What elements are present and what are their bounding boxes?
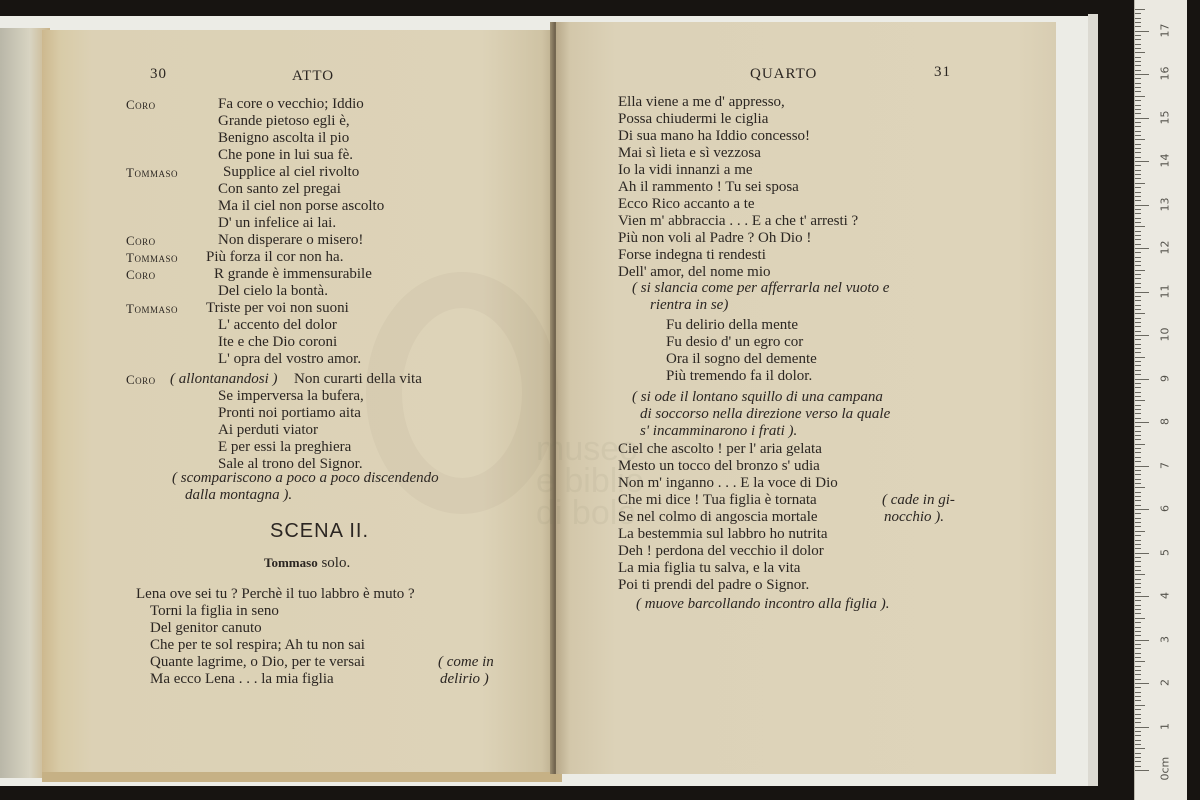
measuring-ruler [1134, 0, 1187, 800]
ruler-tick [1135, 566, 1141, 567]
verse-line: Mai sì lieta e sì vezzosa [618, 145, 761, 161]
verse-line: Che pone in lui sua fè. [218, 147, 353, 163]
ruler-tick [1135, 674, 1141, 675]
ruler-tick [1135, 252, 1141, 253]
verse-line: Benigno ascolta il pio [218, 130, 350, 146]
ruler-tick [1135, 35, 1141, 36]
ruler-tick [1135, 339, 1141, 340]
ruler-tick [1135, 109, 1141, 110]
ruler-tick [1135, 196, 1141, 197]
ruler-number: 16 [1158, 66, 1172, 81]
verse-line: Più non voli al Padre ? Oh Dio ! [618, 230, 812, 246]
board-edge [1088, 14, 1098, 786]
ruler-tick [1135, 605, 1141, 606]
ruler-tick [1135, 727, 1149, 728]
ruler-tick [1135, 466, 1149, 467]
ruler-tick [1135, 74, 1149, 75]
ruler-tick [1135, 161, 1149, 162]
ruler-tick [1135, 126, 1141, 127]
verse-line: Possa chiudermi le ciglia [618, 111, 769, 127]
verse-line: Ai perduti viator [218, 422, 318, 438]
ruler-tick [1135, 383, 1141, 384]
ruler-tick [1135, 435, 1141, 436]
verse-line: Che per te sol respira; Ah tu non sai [150, 637, 365, 653]
ruler-tick [1135, 309, 1141, 310]
ruler-tick [1135, 613, 1141, 614]
verse-line: L' opra del vostro amor. [218, 351, 362, 367]
ruler-tick [1135, 18, 1141, 19]
ruler-tick [1135, 322, 1141, 323]
ruler-tick [1135, 352, 1141, 353]
verse-line: Fu delirio della mente [666, 317, 799, 333]
ruler-tick [1135, 522, 1141, 523]
ruler-tick [1135, 170, 1141, 171]
ruler-tick [1135, 592, 1141, 593]
ruler-tick [1135, 305, 1141, 306]
ruler-tick [1135, 557, 1141, 558]
speaker-name: Coro [126, 233, 156, 248]
ruler-tick [1135, 683, 1149, 684]
ruler-tick [1135, 113, 1141, 114]
right-running-head: QUARTO [750, 66, 818, 82]
verse-line: R grande è immensurabile [214, 266, 372, 282]
ruler-tick [1135, 679, 1141, 680]
ruler-number: 2 [1158, 679, 1172, 686]
ruler-tick [1135, 627, 1141, 628]
left-running-head: ATTO [292, 68, 335, 84]
scene-title: SCENA II. [270, 520, 370, 542]
ruler-tick [1135, 718, 1141, 719]
ruler-tick [1135, 91, 1141, 92]
verse-line: Del genitor canuto [150, 620, 262, 636]
stage-direction-line: ( si ode il lontano squillo di una campana [632, 389, 883, 405]
verse-line: La bestemmia sul labbro ho nutrita [618, 526, 828, 542]
verse-line: Che mi dice ! Tua figlia è tornata [618, 492, 817, 508]
ruler-tick [1135, 192, 1141, 193]
side-direction-line: nocchio ). [884, 509, 944, 525]
ruler-tick [1135, 405, 1141, 406]
ruler-number: 5 [1158, 548, 1172, 556]
ruler-tick [1135, 344, 1141, 345]
verse-line: Grande pietoso egli è, [218, 113, 350, 129]
verse-line: D' un infelice ai lai. [218, 215, 337, 231]
ruler-tick [1135, 57, 1141, 58]
ruler-tick [1135, 479, 1141, 480]
ruler-tick [1135, 540, 1141, 541]
ruler-tick [1135, 205, 1149, 206]
stage-direction-line: di soccorso nella direzione verso la quale [640, 406, 891, 422]
ruler-tick [1135, 470, 1141, 471]
verse-line: Più tremendo fa il dolor. [666, 368, 813, 384]
ruler-tick [1135, 392, 1141, 393]
ruler-tick [1135, 631, 1141, 632]
ruler-tick [1135, 52, 1145, 53]
ruler-tick [1135, 696, 1141, 697]
ruler-tick [1135, 640, 1149, 641]
ruler-tick [1135, 513, 1141, 514]
verse-line: Non m' inganno . . . E la voce di Dio [618, 475, 838, 491]
ruler-tick [1135, 757, 1141, 758]
ruler-tick [1135, 570, 1141, 571]
ruler-tick [1135, 509, 1149, 510]
ruler-tick [1135, 496, 1141, 497]
ruler-tick [1135, 165, 1141, 166]
ruler-tick [1135, 687, 1141, 688]
verse-line: Ma ecco Lena . . . la mia figlia [150, 671, 334, 687]
verse-line: Dell' amor, del nome mio [618, 264, 771, 280]
ruler-number: 9 [1158, 374, 1172, 382]
verse-line: E per essi la preghiera [218, 439, 352, 455]
ruler-tick [1135, 283, 1141, 284]
side-direction-line: delirio ) [440, 671, 489, 687]
watermark-text: e biblio [536, 462, 644, 500]
verse-line: Più forza il cor non ha. [206, 249, 344, 265]
ruler-tick [1135, 670, 1141, 671]
ruler-tick [1135, 244, 1141, 245]
ruler-tick [1135, 735, 1141, 736]
ruler-tick [1135, 635, 1141, 636]
verse-line: Io la vidi innanzi a me [618, 162, 753, 178]
ruler-number: 6 [1158, 505, 1172, 512]
ruler-tick [1135, 261, 1141, 262]
ruler-tick [1135, 222, 1141, 223]
ruler-tick [1135, 535, 1141, 536]
ruler-tick [1135, 648, 1141, 649]
ruler-tick [1135, 183, 1145, 184]
ruler-tick [1135, 218, 1141, 219]
ruler-tick [1135, 448, 1141, 449]
verse-line: Poi ti prendi del padre o Signor. [618, 577, 810, 593]
verse-line: Supplice al ciel rivolto [223, 164, 360, 180]
ruler-tick [1135, 705, 1145, 706]
ruler-tick [1135, 65, 1141, 66]
ruler-number: 13 [1158, 197, 1172, 211]
ruler-tick [1135, 313, 1145, 314]
speaker-name: Tommaso [126, 165, 178, 180]
ruler-tick [1135, 118, 1149, 119]
ruler-tick [1135, 657, 1141, 658]
ruler-tick [1135, 9, 1145, 10]
ruler-tick [1135, 213, 1141, 214]
ruler-number: 14 [1158, 153, 1172, 168]
ruler-tick [1135, 200, 1141, 201]
ruler-tick [1135, 348, 1141, 349]
ruler-tick [1135, 544, 1141, 545]
ruler-tick [1135, 139, 1145, 140]
verse-line: La mia figlia tu salva, e la vita [618, 560, 801, 576]
ruler-tick [1135, 365, 1141, 366]
ruler-number: 3 [1158, 635, 1172, 643]
verse-line: Ella viene a me d' appresso, [618, 94, 785, 110]
ruler-tick [1135, 22, 1141, 23]
ruler-tick [1135, 374, 1141, 375]
ruler-tick [1135, 400, 1145, 401]
ruler-tick [1135, 335, 1149, 336]
ruler-tick [1135, 61, 1141, 62]
verse-line: Deh ! perdona del vecchio il dolor [618, 543, 824, 559]
ruler-tick [1135, 387, 1141, 388]
ruler-tick [1135, 518, 1141, 519]
ruler-tick [1135, 457, 1141, 458]
verse-line: Sale al trono del Signor. [218, 456, 363, 472]
ruler-tick [1135, 48, 1141, 49]
ruler-tick [1135, 235, 1141, 236]
ruler-tick [1135, 187, 1141, 188]
ruler-tick [1135, 296, 1141, 297]
scene-character-suffix: solo. [321, 555, 351, 571]
ruler-tick [1135, 148, 1141, 149]
ruler-tick [1135, 505, 1141, 506]
ruler-tick [1135, 444, 1145, 445]
right-page [536, 22, 1056, 774]
scene-character-line [264, 554, 350, 572]
scene-character: Tommaso [264, 555, 318, 570]
speaker-name: Coro [126, 372, 156, 387]
stage-direction-line: dalla montagna ). [185, 487, 293, 503]
ruler-tick [1135, 722, 1141, 723]
watermark-text: di bolo [536, 494, 637, 532]
verse-line: Fa core o vecchio; Iddio [218, 96, 364, 112]
ruler-tick [1135, 431, 1141, 432]
ruler-number: 7 [1158, 461, 1172, 469]
ruler-number: 15 [1158, 110, 1172, 124]
verse-line: Se nel colmo di angoscia mortale [618, 509, 818, 525]
ruler-tick [1135, 622, 1141, 623]
verse-line: Ite e che Dio coroni [218, 334, 338, 350]
ruler-tick [1135, 44, 1141, 45]
ruler-tick [1135, 209, 1141, 210]
ruler-tick [1135, 331, 1141, 332]
ruler-tick [1135, 418, 1141, 419]
ruler-tick [1135, 357, 1145, 358]
watermark-text: museo [536, 430, 639, 468]
ruler-tick [1135, 270, 1145, 271]
ruler-tick [1135, 740, 1141, 741]
verse-line: Forse indegna ti rendesti [618, 247, 766, 263]
ruler-tick [1135, 492, 1141, 493]
ruler-tick [1135, 692, 1141, 693]
ruler-tick [1135, 761, 1141, 762]
ruler-tick [1135, 178, 1141, 179]
verse-line: Lena ove sei tu ? Perchè il tuo labbro è muto ? [136, 586, 415, 602]
ruler-tick [1135, 731, 1141, 732]
book-bottom-edge [42, 772, 562, 782]
ruler-tick [1135, 644, 1141, 645]
stage-direction-line: ( scompariscono a poco a poco discendendo [172, 470, 439, 486]
speaker-name: Tommaso [126, 250, 178, 265]
ruler-tick [1135, 105, 1141, 106]
ruler-tick [1135, 274, 1141, 275]
ruler-tick [1135, 709, 1141, 710]
ruler-tick [1135, 700, 1141, 701]
ruler-tick [1135, 70, 1141, 71]
speaker-name: Tommaso [126, 301, 178, 316]
ruler-tick [1135, 257, 1141, 258]
right-page-number: 31 [934, 64, 951, 80]
ruler-tick [1135, 231, 1141, 232]
ruler-tick [1135, 474, 1141, 475]
verse-line: Ah il rammento ! Tu sei sposa [618, 179, 799, 195]
ruler-tick [1135, 287, 1141, 288]
ruler-tick [1135, 744, 1141, 745]
ruler-tick [1135, 766, 1141, 767]
verse-line: Torni la figlia in seno [150, 603, 279, 619]
ruler-tick [1135, 135, 1141, 136]
verse-line: Con santo zel pregai [218, 181, 341, 197]
ruler-tick [1135, 409, 1141, 410]
ruler-tick [1135, 422, 1149, 423]
ruler-tick [1135, 379, 1149, 380]
verse-line: Mesto un tocco del bronzo s' udia [618, 458, 820, 474]
ruler-tick [1135, 500, 1141, 501]
verse-line: Se imperversa la bufera, [218, 388, 364, 404]
stage-direction-line: ( si slancia come per afferrarla nel vuoto e [632, 280, 890, 296]
ruler-tick [1135, 31, 1149, 32]
ruler-tick [1135, 714, 1141, 715]
verse-line: Non curarti della vita [294, 371, 422, 387]
ruler-tick [1135, 13, 1141, 14]
ruler-tick [1135, 439, 1141, 440]
ruler-tick [1135, 770, 1149, 771]
speaker-name: Coro [126, 97, 156, 112]
ruler-tick [1135, 666, 1141, 667]
verse-line: Quante lagrime, o Dio, per te versai [150, 654, 365, 670]
ruler-tick [1135, 26, 1141, 27]
speaker-name: Coro [126, 267, 156, 282]
ruler-tick [1135, 122, 1141, 123]
ruler-number: 8 [1158, 418, 1172, 425]
ruler-tick [1135, 579, 1141, 580]
ruler-tick [1135, 78, 1141, 79]
verse-line: Vien m' abbraccia . . . E a che t' arresti ? [618, 213, 859, 229]
ruler-number: 1 [1158, 722, 1172, 730]
left-page-number: 30 [150, 66, 167, 82]
ruler-tick [1135, 487, 1145, 488]
ruler-tick [1135, 748, 1145, 749]
ruler-tick [1135, 452, 1141, 453]
ruler-tick [1135, 561, 1141, 562]
ruler-tick [1135, 87, 1141, 88]
ruler-tick [1135, 548, 1141, 549]
ruler-tick [1135, 553, 1149, 554]
stage-direction-line: rientra in se) [650, 297, 729, 313]
ruler-tick [1135, 239, 1141, 240]
ruler-tick [1135, 574, 1145, 575]
ruler-tick [1135, 426, 1141, 427]
ruler-tick [1135, 600, 1141, 601]
ruler-tick [1135, 531, 1145, 532]
stage-direction-line: ( muove barcollando incontro alla figlia ). [636, 596, 890, 612]
ruler-tick [1135, 661, 1145, 662]
ruler-tick [1135, 100, 1141, 101]
ruler-tick [1135, 413, 1141, 414]
verse-line: Ora il sogno del demente [666, 351, 817, 367]
side-direction-line: ( come in [438, 654, 494, 670]
verse-line: Ma il ciel non porse ascolto [218, 198, 385, 214]
ruler-tick [1135, 131, 1141, 132]
ruler-tick [1135, 609, 1141, 610]
ruler-number: 17 [1158, 23, 1172, 37]
ruler-number: 11 [1158, 284, 1172, 298]
verse-line: Fu desio d' un egro cor [666, 334, 804, 350]
watermark-logo [366, 272, 558, 514]
ruler-tick [1135, 226, 1145, 227]
ruler-number: 4 [1158, 592, 1172, 599]
ruler-tick [1135, 587, 1141, 588]
verse-line: L' accento del dolor [218, 317, 337, 333]
verse-line: Di sua mano ha Iddio concesso! [618, 128, 811, 144]
ruler-tick [1135, 596, 1149, 597]
ruler-tick [1135, 265, 1141, 266]
ruler-tick [1135, 583, 1141, 584]
ruler-tick [1135, 83, 1141, 84]
verse-line: Pronti noi portiamo aita [218, 405, 361, 421]
ruler-tick [1135, 174, 1141, 175]
ruler-number: 12 [1158, 240, 1172, 255]
stage-direction-inline: ( allontanandosi ) [170, 371, 278, 387]
ruler-tick [1135, 326, 1141, 327]
verse-line: Non disperare o misero! [218, 232, 364, 248]
ruler-tick [1135, 292, 1149, 293]
ruler-tick [1135, 618, 1145, 619]
verse-line: Ciel che ascolto ! per l' aria gelata [618, 441, 822, 457]
ruler-tick [1135, 157, 1141, 158]
ruler-tick [1135, 318, 1141, 319]
ruler-tick [1135, 361, 1141, 362]
ruler-tick [1135, 653, 1141, 654]
ruler-tick [1135, 483, 1141, 484]
stage-direction-line: s' incamminarono i frati ). [640, 423, 798, 439]
verse-line: Del cielo la bontà. [218, 283, 328, 299]
ruler-tick [1135, 396, 1141, 397]
ruler-tick [1135, 39, 1141, 40]
ruler-tick [1135, 278, 1141, 279]
side-direction-line: ( cade in gi- [882, 492, 955, 508]
verse-line: Triste per voi non suoni [206, 300, 349, 316]
ruler-tick [1135, 144, 1141, 145]
ruler-tick [1135, 248, 1149, 249]
ruler-tick [1135, 300, 1141, 301]
ruler-tick [1135, 753, 1141, 754]
ruler-tick [1135, 461, 1141, 462]
ruler-tick [1135, 370, 1141, 371]
ruler-tick [1135, 152, 1141, 153]
ruler-unit-label: 0cm [1158, 756, 1172, 781]
ruler-number: 10 [1158, 327, 1172, 342]
ruler-tick [1135, 526, 1141, 527]
verse-line: Ecco Rico accanto a te [618, 196, 755, 212]
ruler-tick [1135, 96, 1145, 97]
